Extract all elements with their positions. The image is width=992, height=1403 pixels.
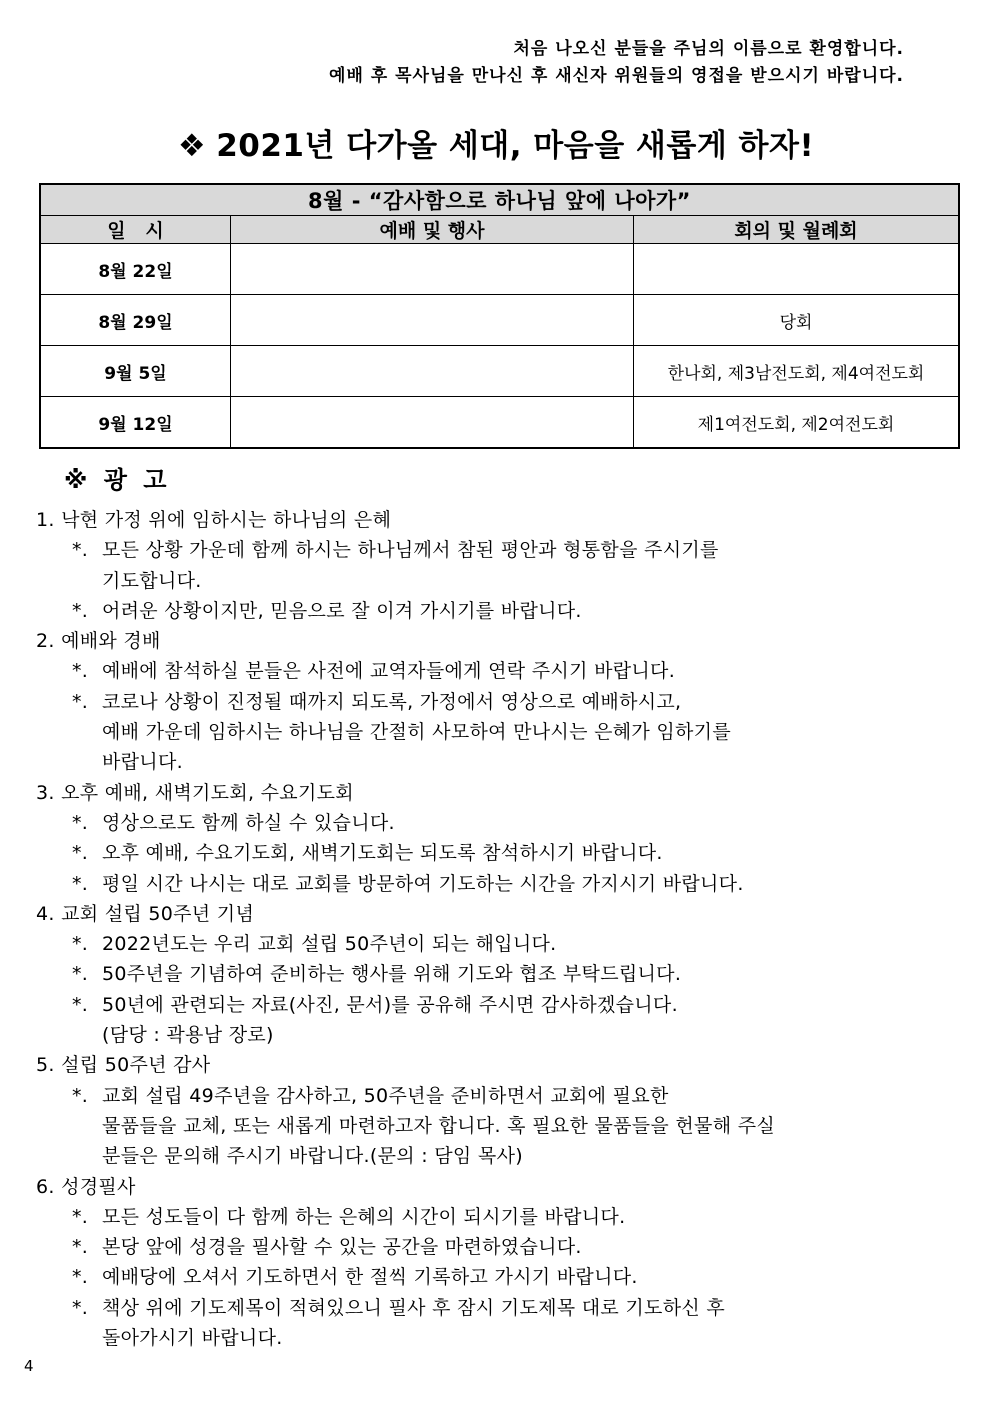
- announcement-item: [36, 505, 936, 626]
- page-title-text: 2021년 다가올 세대, 마음을 새롭게 하자!: [216, 128, 815, 164]
- bullet-text: 본당 앞에 성경을 필사할 수 있는 공간을 마련하였습니다.: [102, 1236, 582, 1259]
- bullet-continuation: 예배 가운데 임하시는 하나님을 간절히 사모하여 만나시는 은혜가 임하기를: [102, 721, 731, 744]
- table-row: [40, 295, 959, 346]
- announcement-item: [36, 626, 936, 777]
- announcement-bullet-item: [72, 1293, 936, 1323]
- bullet-mark: *.: [72, 842, 89, 865]
- row-meeting: 제1여전도회, 제2여전도회: [634, 397, 960, 449]
- announcement-heading: 6. 성경필사: [36, 1175, 136, 1198]
- table-row: [40, 244, 959, 295]
- row-worship: [231, 397, 634, 449]
- announcement-bullet-item: [72, 1081, 936, 1111]
- bullet-mark: *.: [72, 811, 89, 834]
- announcement-bullet-item: [72, 1202, 936, 1232]
- bullet-continuation: 기도합니다.: [102, 569, 202, 592]
- bullet-mark: *.: [72, 1084, 89, 1107]
- row-worship: [231, 346, 634, 397]
- page-title: [0, 120, 992, 165]
- bullet-continuation: 돌아가시기 바랍니다.: [102, 1327, 283, 1350]
- announcement-bullet-item: [72, 687, 936, 717]
- bullet-text: 코로나 상황이 진정될 때까지 되도록, 가정에서 영상으로 예배하시고,: [102, 690, 682, 713]
- welcome-line-1: 처음 나오신 분들을 주님의 이름으로 환영합니다.: [513, 39, 904, 59]
- announcement-item: [36, 1050, 936, 1171]
- row-worship: [231, 295, 634, 346]
- bullet-mark: *.: [72, 1296, 89, 1319]
- bullet-continuation: 바랍니다.: [102, 751, 183, 774]
- diamond-icon: ❖: [177, 128, 207, 164]
- bullet-mark: *.: [72, 993, 89, 1016]
- row-meeting: [634, 244, 960, 295]
- row-meeting: 한나회, 제3남전도회, 제4여전도회: [634, 346, 960, 397]
- bullet-mark: *.: [72, 933, 89, 956]
- announcement-heading: 5. 설립 50주년 감사: [36, 1054, 211, 1077]
- announcement-item: [36, 1172, 936, 1354]
- table-row: [40, 346, 959, 397]
- announcement-bullet-item: [72, 929, 936, 959]
- row-date: 8월 22일: [40, 244, 231, 295]
- announcement-bullet-item: [72, 535, 936, 565]
- header-worship: 예배 및 행사: [231, 216, 634, 244]
- header-meeting: 회의 및 월례회: [634, 216, 960, 244]
- row-worship: [231, 244, 634, 295]
- bullet-text: 예배에 참석하실 분들은 사전에 교역자들에게 연락 주시기 바랍니다.: [102, 660, 676, 683]
- bullet-mark: *.: [72, 1205, 89, 1228]
- announcement-bullet-item: [72, 990, 936, 1020]
- bullet-mark: *.: [72, 539, 89, 562]
- announcement-bullet-item: [72, 869, 936, 899]
- announcement-bullet-item: [72, 656, 936, 686]
- bullet-text: 예배당에 오셔서 기도하면서 한 절씩 기록하고 가시기 바랍니다.: [102, 1266, 638, 1289]
- bullet-text: 평일 시간 나시는 대로 교회를 방문하여 기도하는 시간을 가지시기 바랍니다.: [102, 872, 744, 895]
- welcome-line-2: 예배 후 목사님을 만나신 후 새신자 위원들의 영접을 받으시기 바랍니다.: [329, 66, 904, 86]
- page-number: 4: [24, 1357, 34, 1375]
- bullet-text: 2022년도는 우리 교회 설립 50주년이 되는 해입니다.: [102, 933, 557, 956]
- bullet-mark: *.: [72, 1236, 89, 1259]
- row-date: 8월 29일: [40, 295, 231, 346]
- bullet-mark: *.: [72, 660, 89, 683]
- bullet-text: 책상 위에 기도제목이 적혀있으니 필사 후 잠시 기도제목 대로 기도하신 후: [102, 1296, 726, 1319]
- schedule-table: [39, 183, 960, 449]
- announcement-bullet-item: [72, 1262, 936, 1292]
- bullet-text: 교회 설립 49주년을 감사하고, 50주년을 준비하면서 교회에 필요한: [102, 1084, 669, 1107]
- bullet-mark: *.: [72, 599, 89, 622]
- announcement-item: [36, 778, 936, 899]
- announcement-list: [36, 505, 936, 1353]
- bullet-mark: *.: [72, 690, 89, 713]
- table-row: [40, 397, 959, 449]
- bullet-text: 모든 상황 가운데 함께 하시는 하나님께서 참된 평안과 형통함을 주시기를: [102, 539, 719, 562]
- announcement-heading: 4. 교회 설립 50주년 기념: [36, 902, 255, 925]
- row-date: 9월 5일: [40, 346, 231, 397]
- announcement-bullet-item: [72, 959, 936, 989]
- bullet-text: 모든 성도들이 다 함께 하는 은혜의 시간이 되시기를 바랍니다.: [102, 1205, 626, 1228]
- announcement-bullet-item: [72, 838, 936, 868]
- bullet-text: 오후 예배, 수요기도회, 새벽기도회는 되도록 참석하시기 바랍니다.: [102, 842, 663, 865]
- bullet-text: 영상으로도 함께 하실 수 있습니다.: [102, 811, 395, 834]
- bullet-mark: *.: [72, 872, 89, 895]
- bullet-mark: *.: [72, 1266, 89, 1289]
- announcement-heading: 1. 낙현 가정 위에 임하시는 하나님의 은혜: [36, 509, 392, 531]
- announcement-bullet-item: [72, 596, 936, 626]
- announcement-bullet-item: [72, 1232, 936, 1262]
- bullet-text: 50주년을 기념하여 준비하는 행사를 위해 기도와 협조 부탁드립니다.: [102, 963, 682, 986]
- bullet-text: 어려운 상황이지만, 믿음으로 잘 이겨 가시기를 바랍니다.: [102, 599, 582, 622]
- bullet-mark: *.: [72, 963, 89, 986]
- row-meeting: 당회: [634, 295, 960, 346]
- announcements-heading: ※ 광 고: [64, 466, 171, 494]
- bullet-continuation: 분들은 문의해 주시기 바랍니다.(문의 : 담임 목사): [102, 1145, 523, 1168]
- announcement-heading: 2. 예배와 경배: [36, 630, 161, 653]
- bullet-continuation: (담당 : 곽용남 장로): [102, 1024, 274, 1047]
- announcement-bullet-item: [72, 808, 936, 838]
- welcome-message: [329, 36, 904, 90]
- schedule-banner: 8월 - “감사함으로 하나님 앞에 나아가”: [40, 184, 959, 216]
- announcement-heading: 3. 오후 예배, 새벽기도회, 수요기도회: [36, 781, 354, 804]
- bullet-text: 50년에 관련되는 자료(사진, 문서)를 공유해 주시면 감사하겠습니다.: [102, 993, 678, 1016]
- row-date: 9월 12일: [40, 397, 231, 449]
- announcement-item: [36, 899, 936, 1050]
- header-date: 일 시: [40, 216, 231, 244]
- bullet-continuation: 물품들을 교체, 또는 새롭게 마련하고자 합니다. 혹 필요한 물품들을 헌물해 주실: [102, 1114, 776, 1137]
